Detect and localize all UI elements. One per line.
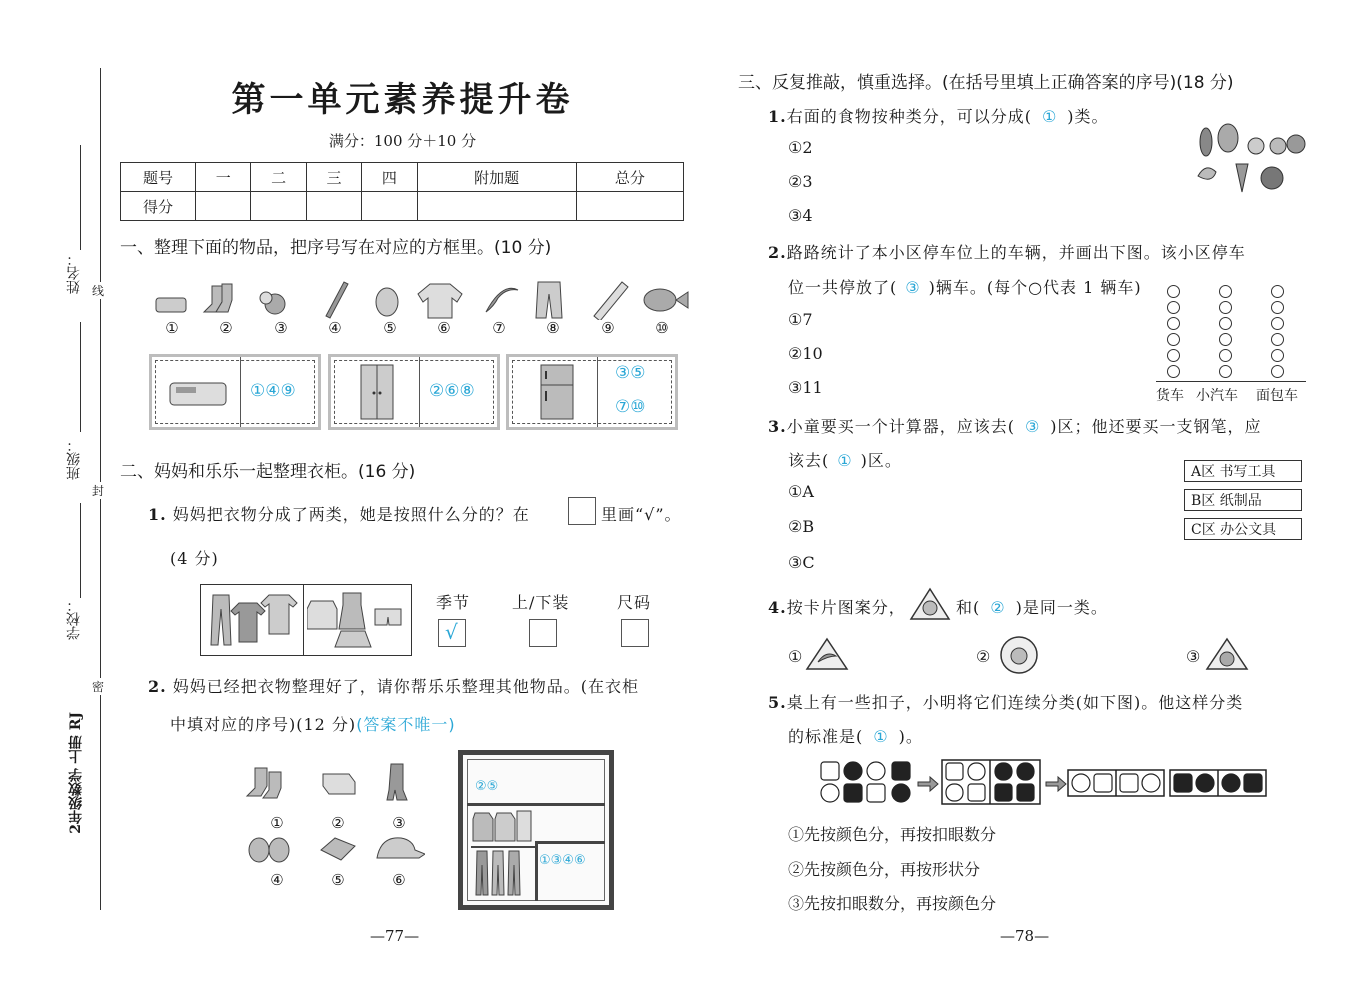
page-title: 第一单元素养提升卷 (231, 80, 574, 120)
item-number: ④ (328, 319, 342, 337)
seal-mark-2: 封 (92, 484, 105, 498)
shrimp-icon (486, 288, 518, 312)
chart-label-van: 面包车 (1256, 388, 1298, 404)
checkbox-season[interactable] (438, 619, 466, 647)
page-subtitle: 满分：100 分＋10 分 (328, 132, 477, 150)
q2-note: (答案不唯一) (356, 715, 456, 734)
score-header: 四 (362, 163, 417, 192)
score-cell[interactable] (196, 192, 251, 221)
r-q2 (768, 240, 1246, 263)
score-header: 总分 (576, 163, 683, 192)
item-number: ③ (274, 319, 288, 337)
chart-label-truck: 货车 (1156, 388, 1184, 404)
r-q4-line (956, 595, 1108, 618)
car-pictograph (1156, 290, 1306, 382)
pictograph-column (1219, 282, 1232, 378)
book-label: 2年级数学 上册 RJ (68, 712, 84, 834)
name-label: 姓名： (66, 252, 82, 294)
score-header: 附加题 (417, 163, 576, 192)
choice-label-size: 尺码 (617, 593, 652, 612)
wardrobe-icon (357, 363, 397, 421)
r-q2-line2 (788, 275, 1142, 298)
r-q1-option: ①2 (788, 138, 813, 157)
fruit-icon (260, 292, 285, 314)
r-q4-option: ② (976, 647, 991, 666)
chart-label-car: 小汽车 (1196, 388, 1238, 404)
food-items-icon (1192, 120, 1308, 196)
page-number-right: —78— (1000, 927, 1050, 945)
r-q2-option: ③11 (788, 378, 823, 397)
pictograph-circle (1167, 365, 1180, 378)
pictograph-circle (1219, 317, 1232, 330)
sort-box-pencil-case (149, 354, 321, 430)
class-line (80, 322, 81, 432)
r-q5-line2 (788, 724, 923, 747)
gloves-icon (249, 838, 289, 862)
q1-text: 妈妈把衣物分成了两类，她是按照什么分的？在 (172, 505, 530, 524)
choice-label-top-bottom: 上/下装 (512, 593, 570, 612)
r-q4-answer[interactable]: ② (990, 598, 1006, 617)
item-number: ① (165, 319, 179, 337)
r-q2-option: ①7 (788, 310, 813, 329)
pictograph-circle (1167, 301, 1180, 314)
score-table (120, 162, 684, 221)
circle-peach-card-icon (998, 634, 1040, 676)
pictograph-circle (1219, 301, 1232, 314)
pictograph-circle (1219, 365, 1232, 378)
r-q4-text: 按卡片图案分， (786, 598, 906, 617)
wardrobe (458, 750, 614, 910)
r-q5-text-b: 的标准是( (788, 727, 864, 746)
score-cell[interactable] (251, 192, 306, 221)
buttons-classification-diagram (818, 758, 1270, 808)
r-q1-option: ③4 (788, 206, 813, 225)
r-q2-option: ②10 (788, 344, 823, 363)
pictograph-circle (1167, 317, 1180, 330)
triangle-banana-card-icon (804, 636, 850, 672)
r-q5-text: 桌上有一些扣子，小明将它们连续分类(如下图)。他这样分类 (786, 693, 1244, 712)
pictograph-circle (1271, 365, 1284, 378)
q2-text: 妈妈已经把衣物整理好了，请你帮乐乐整理其他物品。(在衣柜 (172, 677, 640, 696)
item-number: ⑥ (392, 871, 406, 889)
r-q1-answer[interactable]: ① (1041, 107, 1058, 126)
school-label: 学校： (66, 598, 82, 640)
r-q3-option: ③C (788, 553, 815, 572)
choice-label-season: 季节 (436, 593, 471, 612)
r-q1-text-b: )类。 (1067, 107, 1109, 126)
fridge-icon (537, 363, 577, 421)
pictograph-circle (1167, 349, 1180, 362)
r-q5-option: ②先按颜色分，再按形状分 (788, 860, 981, 879)
r-q3-line2 (788, 448, 902, 471)
sort-box-answer[interactable]: ⑦⑩ (615, 397, 646, 417)
r-q1-number: 1. (768, 107, 787, 126)
section2-heading: 二、妈妈和乐乐一起整理衣柜。(16 分) (120, 462, 416, 482)
r-q4-text-b: 和( (956, 598, 981, 617)
zone-tag-b: B区 纸制品 (1184, 489, 1302, 511)
r-q1 (768, 104, 1109, 127)
pictograph-circle (1271, 301, 1284, 314)
fish-icon (644, 289, 688, 311)
q1-inline-answer-box (568, 497, 596, 525)
r-q5 (768, 690, 1243, 713)
winter-clothes-icon (205, 589, 301, 651)
score-header: 二 (251, 163, 306, 192)
pictograph-circle (1219, 349, 1232, 362)
cap-icon (377, 838, 425, 858)
r-q2-number: 2. (768, 243, 787, 262)
r-q4-text-c: )是同一类。 (1015, 598, 1108, 617)
r-q2-text: 路路统计了本小区停车位上的车辆，并画出下图。该小区停车 (786, 243, 1246, 262)
pictograph-circle (1271, 349, 1284, 362)
pictograph-circle (1219, 285, 1232, 298)
pictograph-column (1271, 282, 1284, 378)
r-q1-text: 右面的食物按种类分，可以分成( (786, 107, 1032, 126)
score-cell[interactable] (306, 192, 361, 221)
checkbox-size[interactable] (621, 619, 649, 647)
r-q5-option: ③先按扣眼数分，再按颜色分 (788, 894, 997, 913)
q1-text-b: 里画“√”。 (601, 505, 682, 524)
seal-mark-3: 密 (92, 680, 105, 694)
item-number: ⑨ (601, 319, 615, 337)
r-q2-text-b: 位一共停放了( (788, 278, 898, 297)
item-number: ⑩ (655, 319, 669, 337)
sort-box-answer[interactable]: ②⑥⑧ (429, 381, 475, 401)
page-number-left: —77— (370, 927, 420, 945)
section1-item-figures (150, 278, 690, 320)
score-header: 三 (306, 163, 361, 192)
r-q3-option: ②B (788, 517, 815, 536)
score-cell[interactable] (362, 192, 417, 221)
pictograph-circle (1167, 285, 1180, 298)
section1-heading: 一、整理下面的物品，把序号写在对应的方框里。(10 分) (120, 238, 552, 258)
score-row-label: 得分 (121, 192, 196, 221)
socks-icon (204, 284, 232, 312)
pictograph-column (1167, 282, 1180, 378)
r-q4-option: ① (788, 647, 803, 666)
score-cell[interactable] (576, 192, 683, 221)
r-q3-answer-a[interactable]: ③ (1024, 417, 1041, 436)
class-label: 班级： (66, 438, 82, 480)
pictograph-circle (1167, 333, 1180, 346)
r-q5-number: 5. (768, 693, 787, 712)
pictograph-circle (1271, 333, 1284, 346)
r-q4 (768, 595, 906, 618)
name-line (80, 145, 81, 250)
q2-text-line2: 中填对应的序号)(12 分) (170, 715, 357, 734)
item-number: ② (219, 319, 233, 337)
r-q5-option: ①先按颜色分，再按扣眼数分 (788, 825, 997, 844)
section2-q1 (148, 502, 530, 525)
pencil-case-icon (166, 375, 230, 409)
item-number: ⑤ (383, 319, 397, 337)
seal-mark-1: 线 (92, 284, 105, 298)
score-table-score-row (121, 192, 684, 221)
item-number: ① (270, 814, 284, 832)
r-q3-answer-b[interactable]: ① (837, 451, 853, 470)
item-number: ⑥ (437, 319, 451, 337)
pictograph-circle (1271, 317, 1284, 330)
item-number: ⑤ (331, 871, 345, 889)
school-line (80, 503, 81, 598)
section3-heading: 三、反复推敲，慎重选择。(在括号里填上正确答案的序号)(18 分) (738, 73, 1234, 93)
score-table-header-row (121, 163, 684, 192)
scarf-icon (387, 764, 407, 800)
zone-tag-a: A区 书写工具 (1184, 460, 1302, 482)
q2-number: 2. (148, 677, 167, 696)
summer-clothes-icon (307, 589, 407, 651)
r-q4-option: ③ (1186, 647, 1201, 666)
r-q1-option: ②3 (788, 172, 813, 191)
pictograph-circle (1219, 333, 1232, 346)
hanging-clothes-icon (471, 807, 535, 899)
score-header: 题号 (121, 163, 196, 192)
r-q3-text-c: 该去( (788, 451, 830, 470)
folded-shirt-icon (321, 838, 355, 860)
q1-number: 1. (148, 505, 167, 524)
r-q4-number: 4. (768, 598, 787, 617)
r-q2-answer[interactable]: ③ (905, 278, 921, 297)
clothes-classification-box (200, 584, 412, 656)
r-q5-answer[interactable]: ① (873, 727, 889, 746)
pants-icon (536, 282, 562, 318)
zone-tag-c: C区 办公文具 (1184, 518, 1302, 540)
cabbage-icon (376, 288, 398, 316)
q2-text-b (170, 712, 456, 735)
r-q3-text-b: )区；他还要买一支钢笔，应 (1050, 417, 1262, 436)
pictograph-circle (1271, 285, 1284, 298)
score-cell[interactable] (417, 192, 576, 221)
sort-box-answer[interactable]: ③⑤ (615, 363, 646, 383)
socks-icon (247, 768, 281, 798)
check-mark: √ (445, 620, 458, 644)
sort-box-wardrobe (328, 354, 500, 430)
r-q5-text-c: )。 (898, 727, 923, 746)
sort-box-fridge (506, 354, 678, 430)
ruler-icon (594, 282, 628, 320)
r-q3-option: ①A (788, 482, 814, 501)
item-number: ③ (392, 814, 406, 832)
section2-q2 (148, 674, 639, 697)
phone-icon (156, 298, 186, 312)
wardrobe-top-answer[interactable]: ②⑤ (475, 779, 499, 794)
wardrobe-bottom-answer[interactable]: ①③④⑥ (539, 853, 586, 868)
item-number: ② (331, 814, 345, 832)
triangle-peach-card-icon (908, 586, 952, 622)
r-q2-text-c: )辆车。(每个○代表 1 辆车) (928, 278, 1142, 297)
checkbox-top-bottom[interactable] (529, 619, 557, 647)
sweater-icon (418, 284, 462, 318)
item-number: ⑧ (546, 319, 560, 337)
towel-icon (323, 774, 355, 794)
q1-points: (4 分) (170, 549, 219, 568)
score-header: 一 (196, 163, 251, 192)
item-number: ⑦ (492, 319, 506, 337)
item-number: ④ (270, 871, 284, 889)
r-q3-text-d: )区。 (860, 451, 902, 470)
triangle-apple-card-icon (1204, 636, 1250, 672)
r-q3 (768, 414, 1262, 437)
r-q3-number: 3. (768, 417, 787, 436)
r-q3-text: 小童要买一个计算器，应该去( (786, 417, 1015, 436)
sort-box-answer[interactable]: ①④⑨ (250, 381, 296, 401)
pencil-icon (326, 282, 348, 318)
